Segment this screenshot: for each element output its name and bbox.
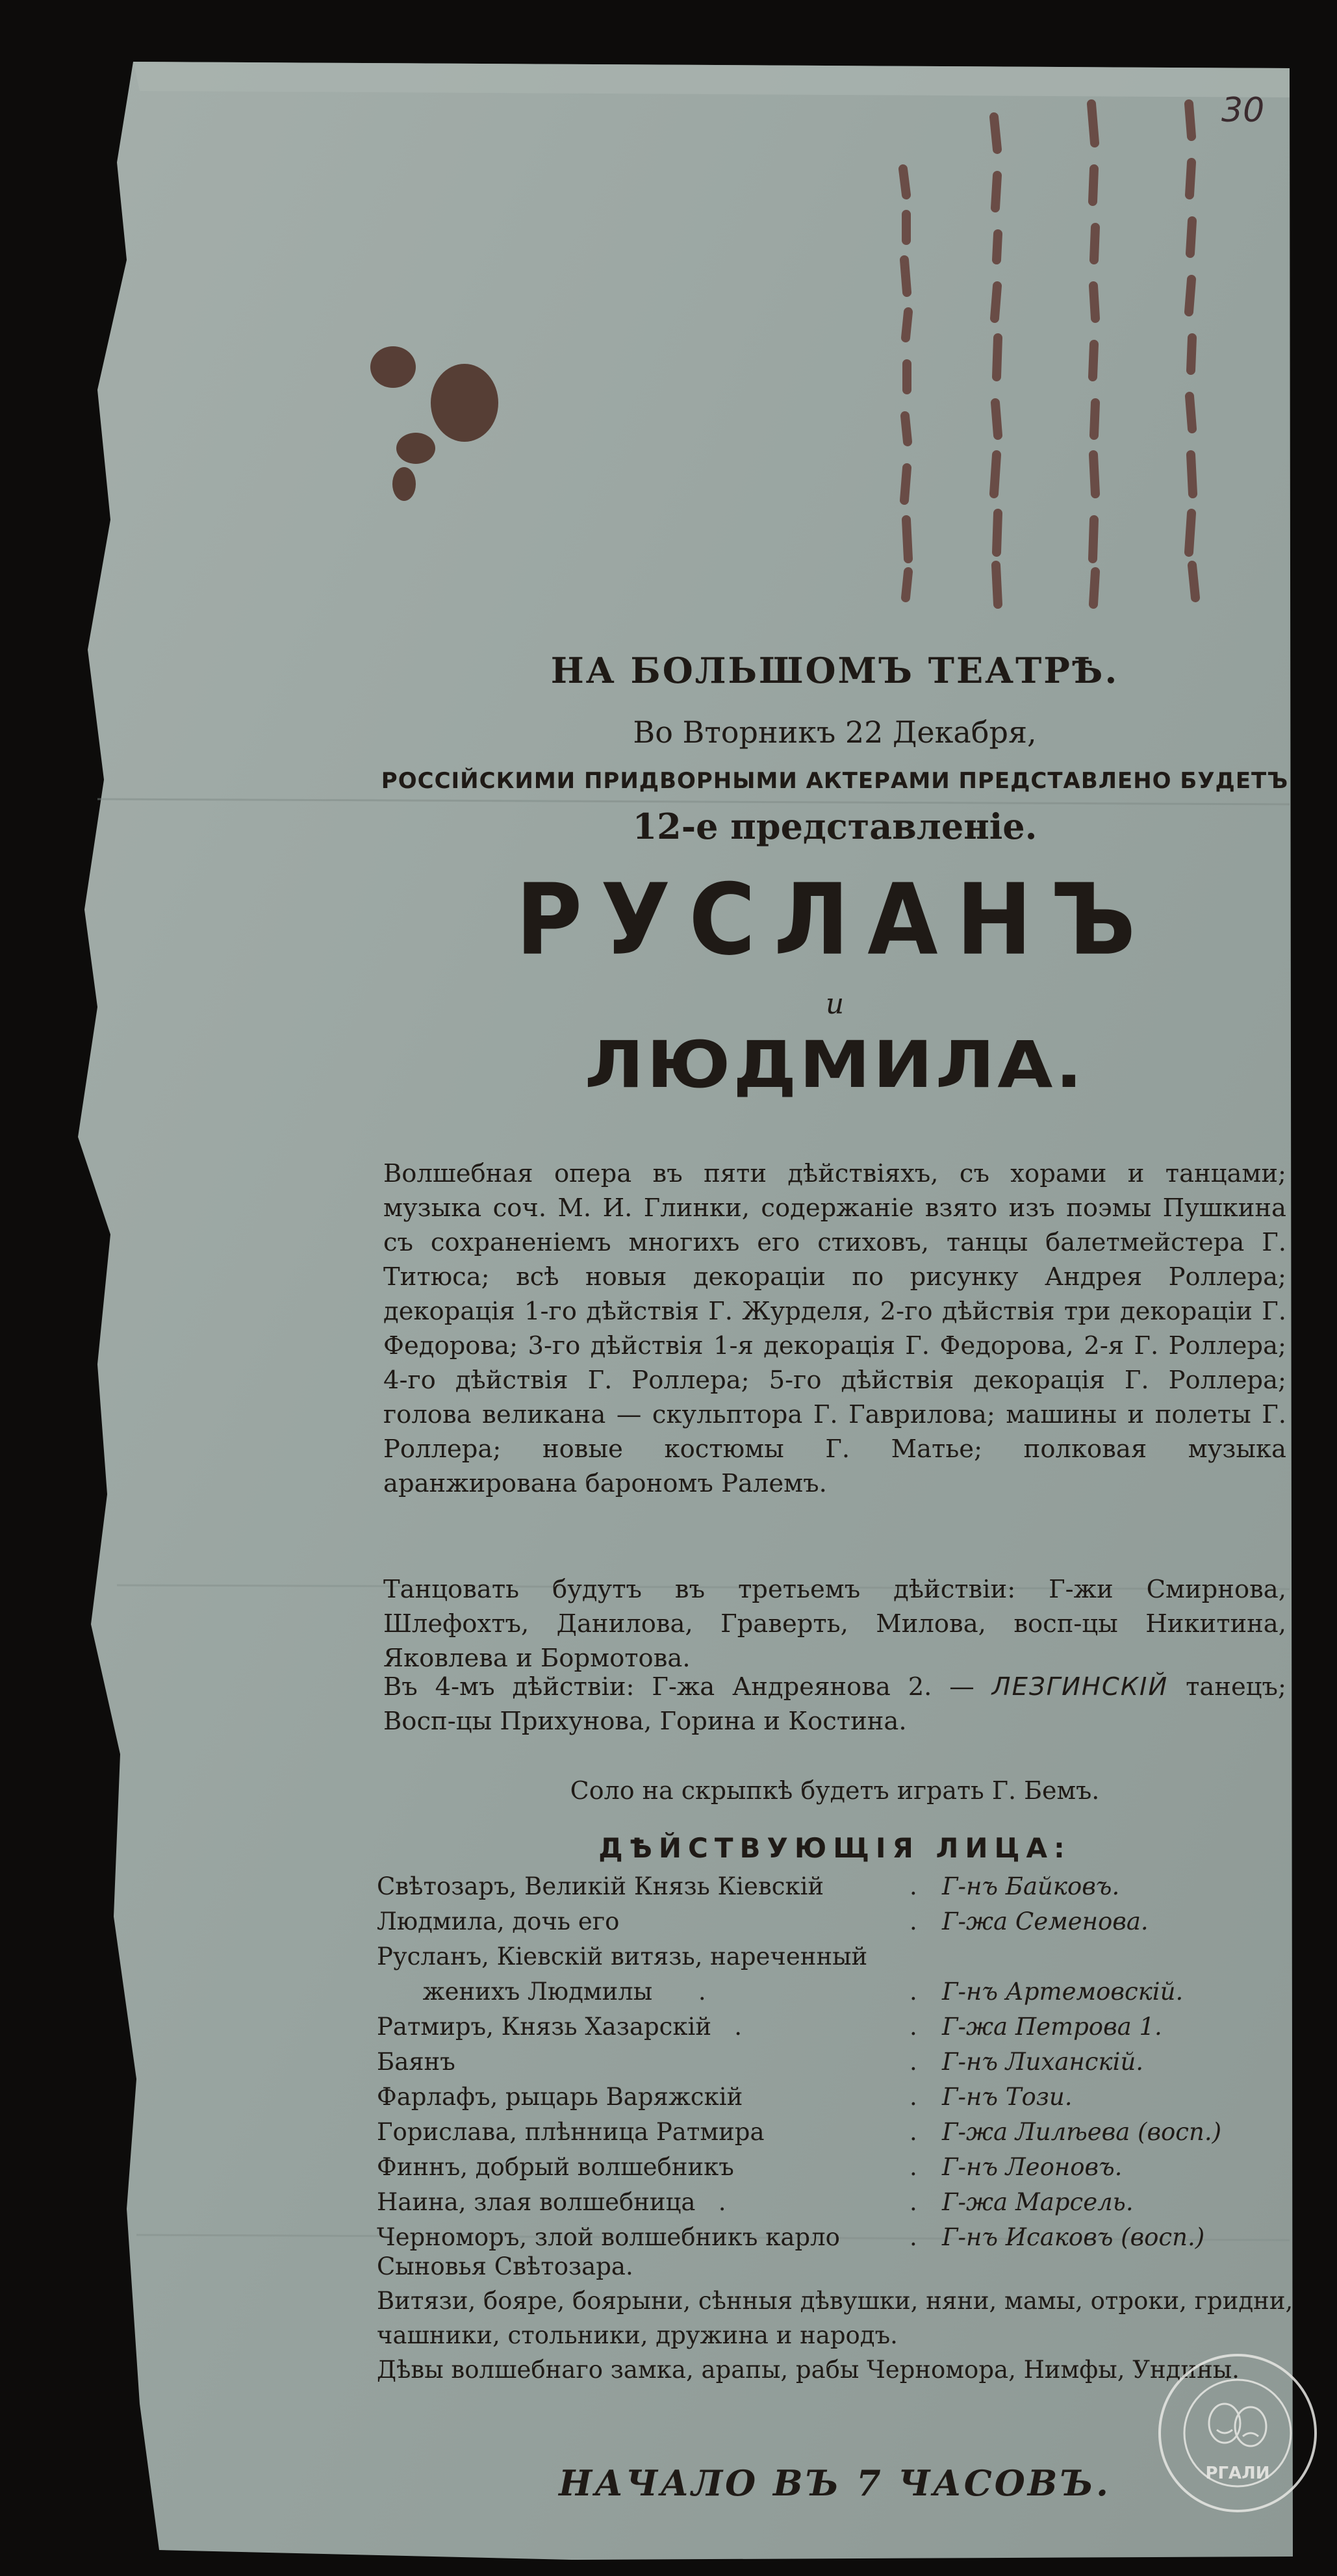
cast-row [377, 2083, 1319, 2118]
cast-performer: Г-нъ Леоновъ. [942, 2153, 1123, 2181]
cast-performer: Г-нъ Този. [942, 2083, 1073, 2111]
performance-number: 12-е представленіе. [632, 806, 1038, 847]
cast-row [377, 2153, 1319, 2188]
cast-performer: Г-жа Петрова 1. [942, 2013, 1162, 2041]
cast-dots: . [910, 2188, 917, 2216]
cast-role: Свѣтозаръ, Великій Князь Кіевскій [377, 1872, 824, 1900]
cast-performer: Г-жа Марсель. [942, 2188, 1134, 2216]
cast-dots: . [910, 1907, 917, 1935]
cast-dots: . [910, 1978, 917, 2006]
dancers-act3: Танцовать будутъ въ третьемъ дѣйствіи: Г-жи Смирнова, Шлефохтъ, Данилова, Граверть, Милова, восп-цы Никитина, Яковлева и Бормотова. [383, 1575, 1286, 1673]
title-ruslan: РУСЛАНЪ [515, 863, 1154, 978]
lezginka-title: ЛЕЗГИНСКІЙ [991, 1672, 1169, 1702]
cast-heading: ДѢЙСТВУЮЩІЯ ЛИЦА: [598, 1832, 1071, 1864]
cast-performer: Г-нъ Лиханскій. [942, 2048, 1144, 2076]
start-time: НАЧАЛО ВЪ 7 ЧАСОВЪ. [559, 2462, 1111, 2504]
cast-role: Финнъ, добрый волшебникъ [377, 2153, 734, 2181]
cast-row [377, 2048, 1319, 2083]
cast-sons: Сыновья Свѣтозара. [377, 2252, 633, 2280]
cast-row [377, 1943, 1319, 1978]
dancers-act4-prefix: Въ 4-мъ дѣйствіи: Г-жа Андреянова 2. — [383, 1672, 974, 1702]
cast-dots: . [910, 2083, 917, 2111]
page-number: 30 [1221, 91, 1265, 130]
cast-performer: Г-нъ Байковъ. [942, 1872, 1120, 1900]
cast-performer: Г-нъ Артемовскій. [942, 1978, 1184, 2006]
venue-heading: НА БОЛЬШОМЪ ТЕАТРѢ. [550, 650, 1119, 691]
cast-performer: Г-жа Семенова. [942, 1907, 1149, 1935]
cast-row [377, 1907, 1319, 1943]
cast-row [377, 1872, 1319, 1907]
theatre-masks-icon [1209, 2404, 1266, 2446]
stamp-label: РГАЛИ [1205, 2464, 1270, 2483]
cast-dots: . [910, 2048, 917, 2076]
cast-dots: . [910, 2118, 917, 2146]
cast-list [377, 1872, 1319, 2258]
company-line: РОССІЙСКИМИ ПРИДВОРНЫМИ АКТЕРАМИ ПРЕДСТАВЛЕНО БУДЕТЪ [381, 768, 1289, 794]
cast-role: Баянъ [377, 2048, 455, 2076]
cast-role: Черноморъ, злой волшебникъ карло [377, 2223, 840, 2251]
dancers-act4-suffix: танецъ; Восп-цы Прихунова, Горина и Костина. [383, 1672, 1286, 1736]
cast-maidens: Дѣвы волшебнаго замка, арапы, рабы Черномора, Нимфы, Ундины. [377, 2356, 1240, 2384]
violin-solo: Соло на скрыпкѣ будетъ играть Г. Бемъ. [570, 1776, 1100, 1805]
cast-role: Ратмиръ, Князь Хазарскій . [377, 2013, 743, 2041]
cast-role: Русланъ, Кіевскій витязь, нареченный [377, 1943, 868, 1970]
opera-description: Волшебная опера въ пяти дѣйствіяхъ, съ хорами и танцами; музыка соч. М. И. Глинки, содержаніе взято изъ поэмы Пушкина съ сохраненіемъ многихъ его стиховъ, танцы балетмейстера Г. Титюса; всѣ новыя декораціи по рисунку Андрея Роллера; декорація 1-го дѣйствія Г. Журделя, 2-го дѣйствія три декораціи Г. Федорова; 3-го дѣйствія 1-я декорація Г. Федорова, 2-я Г. Роллера; 4-го дѣйствія Г. Роллера; 5-го дѣйствія декорація Г. Роллера; голова великана — скульптора Г. Гаврилова; машины и полеты Г. Роллера; новые костюмы Г. Матье; полковая музыка аранжирована барономъ Ралемъ. [383, 1159, 1286, 1498]
cast-dots: . [910, 2153, 917, 2181]
cast-role: Горислава, плѣнница Ратмира [377, 2118, 765, 2146]
cast-dots: . [910, 2013, 917, 2041]
title-conjunction: и [825, 988, 845, 1021]
performance-date: Во Вторникъ 22 Декабря, [633, 715, 1037, 750]
cast-role: Фарлафъ, рыцарь Варяжскій [377, 2083, 743, 2111]
cast-dots: . [910, 1872, 917, 1900]
cast-role: Наина, злая волшебница . [377, 2188, 726, 2216]
cast-role: Людмила, дочь его [377, 1907, 620, 1935]
cast-dots: . [910, 2223, 917, 2251]
cast-performer: Г-жа Лилѣева (восп.) [942, 2118, 1222, 2146]
cast-role: женихъ Людмилы . [377, 1978, 706, 2006]
cast-row [377, 2118, 1319, 2153]
archive-stamp [1153, 2349, 1322, 2518]
cast-row [377, 2013, 1319, 2048]
title-lyudmila: ЛЮДМИЛА. [584, 1027, 1086, 1103]
cast-performer: Г-нъ Исаковъ (восп.) [942, 2223, 1205, 2251]
cast-row [377, 2188, 1319, 2223]
cast-chorus: Витязи, бояре, боярыни, сѣнныя дѣвушки, няни, мамы, отроки, гридни, чашники, стольники, дружина и народъ. [377, 2287, 1293, 2349]
cast-row [377, 1978, 1319, 2013]
dancers-act4 [383, 1670, 1286, 1739]
